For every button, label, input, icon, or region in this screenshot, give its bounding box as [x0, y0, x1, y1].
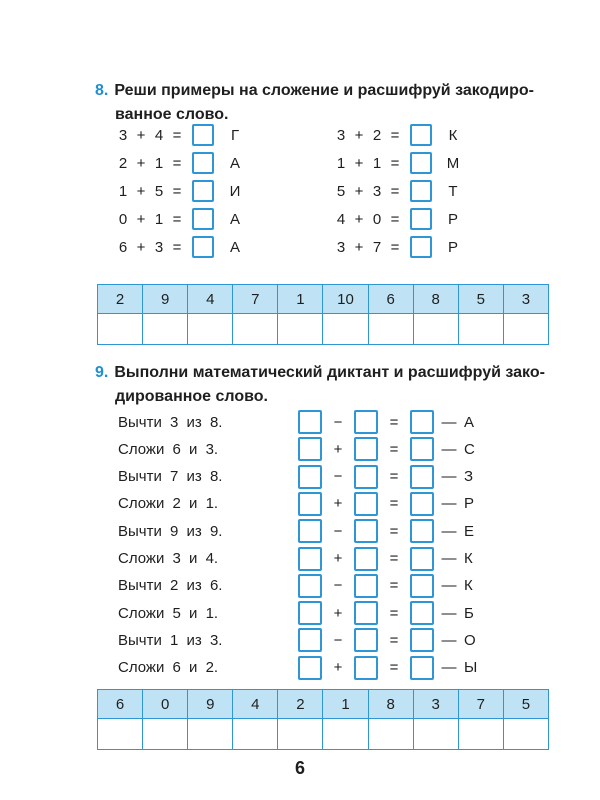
result-box[interactable]	[410, 628, 434, 652]
result-box[interactable]	[410, 492, 434, 516]
answer-box[interactable]	[192, 180, 214, 202]
first-number-box[interactable]	[298, 601, 322, 625]
answer-letter-cell[interactable]	[98, 314, 143, 345]
operation-sign: +	[333, 604, 343, 622]
answer-letter-cell[interactable]	[503, 314, 548, 345]
operand-a: 3	[336, 126, 346, 144]
dash: —	[441, 631, 457, 649]
code-letter: К	[464, 577, 473, 595]
first-number-box[interactable]	[298, 410, 322, 434]
code-letter: Т	[448, 182, 458, 200]
code-number-cell: 8	[413, 285, 458, 314]
second-number-box[interactable]	[354, 519, 378, 543]
answer-box[interactable]	[192, 124, 214, 146]
dictation-row	[118, 408, 474, 436]
operand-b: 1	[154, 154, 164, 172]
dictation-text: Вычти 1 из 3.	[118, 631, 223, 649]
code-number-cell: 9	[188, 690, 233, 719]
plus-sign: +	[136, 182, 146, 200]
answer-box[interactable]	[410, 236, 432, 258]
answer-letter-cell[interactable]	[143, 314, 188, 345]
task-9-heading	[95, 361, 545, 409]
code-letter: Б	[464, 604, 474, 622]
task-8-equation	[116, 122, 250, 148]
second-number-box[interactable]	[354, 437, 378, 461]
dictation-row	[118, 626, 476, 654]
task-8-equation	[116, 178, 250, 204]
equals-sign: =	[172, 182, 182, 200]
task-8-equation	[334, 122, 468, 148]
code-number-cell: 5	[503, 690, 548, 719]
dictation-text: Сложи 5 и 1.	[118, 604, 219, 622]
code-number-cell: 9	[143, 285, 188, 314]
answer-box[interactable]	[410, 208, 432, 230]
dash: —	[441, 413, 457, 431]
dictation-row	[118, 463, 473, 491]
second-number-box[interactable]	[354, 492, 378, 516]
operand-a: 0	[118, 210, 128, 228]
dictation-row	[118, 517, 474, 545]
code-number-cell: 7	[233, 285, 278, 314]
second-number-box[interactable]	[354, 574, 378, 598]
dictation-text: Сложи 2 и 1.	[118, 495, 219, 513]
equals-sign: =	[172, 210, 182, 228]
operand-b: 7	[372, 238, 382, 256]
code-letter: А	[229, 154, 240, 172]
equals-sign: =	[172, 154, 182, 172]
answer-letter-cell[interactable]	[188, 314, 233, 345]
second-number-box[interactable]	[354, 465, 378, 489]
equals-sign: =	[389, 495, 399, 513]
task-8-number: 8.	[95, 82, 109, 99]
code-letter: Ы	[464, 659, 478, 677]
operation-sign: −	[333, 577, 343, 595]
task-8-text-line1: Реши примеры на сложение и расшифруй закодиро-	[114, 82, 534, 99]
answer-letter-cell[interactable]	[278, 719, 323, 750]
operand-b: 2	[372, 126, 382, 144]
dictation-text: Вычти 9 из 9.	[118, 522, 223, 540]
operation-sign: +	[333, 659, 343, 677]
operand-a: 5	[336, 182, 346, 200]
task-8-heading	[95, 79, 534, 127]
equals-sign: =	[390, 210, 400, 228]
dictation-text: Сложи 3 и 4.	[118, 550, 219, 567]
answer-letter-cell[interactable]	[323, 719, 368, 750]
code-number-cell: 7	[458, 690, 503, 719]
task-8-text-line2: ванное слово.	[115, 106, 229, 123]
task-8-equation	[334, 234, 468, 260]
dash: —	[441, 550, 457, 567]
equals-sign: =	[389, 522, 399, 540]
plus-sign: +	[354, 154, 364, 172]
code-number-cell: 10	[323, 285, 368, 314]
plus-sign: +	[354, 210, 364, 228]
equals-sign: =	[390, 238, 400, 256]
result-box[interactable]	[410, 519, 434, 543]
code-letter: З	[464, 468, 474, 486]
result-box[interactable]	[410, 410, 434, 434]
answer-letter-cell[interactable]	[413, 719, 458, 750]
operand-b: 5	[154, 182, 164, 200]
code-letter: О	[464, 631, 476, 649]
operand-b: 4	[154, 126, 164, 144]
dictation-text: Сложи 6 и 3.	[118, 440, 219, 458]
plus-sign: +	[354, 182, 364, 200]
dash: —	[441, 522, 457, 540]
dictation-text: Вычти 7 из 8.	[118, 468, 223, 486]
plus-sign: +	[136, 238, 146, 256]
code-number-cell: 6	[368, 285, 413, 314]
plus-sign: +	[136, 154, 146, 172]
task-8-equation	[116, 234, 250, 260]
code-number-cell: 2	[98, 285, 143, 314]
result-box[interactable]	[410, 574, 434, 598]
task-8-code-table	[97, 284, 549, 345]
answer-letter-cell[interactable]	[233, 314, 278, 345]
result-box[interactable]	[410, 601, 434, 625]
code-number-cell: 5	[458, 285, 503, 314]
code-number-cell: 6	[98, 690, 143, 719]
plus-sign: +	[354, 126, 364, 144]
first-number-box[interactable]	[298, 519, 322, 543]
result-box[interactable]	[410, 656, 434, 680]
operand-b: 0	[372, 210, 382, 228]
first-number-box[interactable]	[298, 574, 322, 598]
code-letter: Р	[447, 238, 458, 256]
operand-a: 4	[336, 210, 346, 228]
equals-sign: =	[389, 659, 399, 677]
answer-letter-cell[interactable]	[368, 719, 413, 750]
code-letter: А	[464, 413, 475, 431]
task-8-equation	[334, 206, 468, 232]
second-number-box[interactable]	[354, 601, 378, 625]
code-number-cell: 1	[278, 285, 323, 314]
code-letter: С	[464, 440, 475, 458]
task-8-equation	[334, 150, 468, 176]
answer-letter-cell[interactable]	[233, 719, 278, 750]
operand-a: 3	[336, 238, 346, 256]
operation-sign: +	[333, 550, 343, 567]
equals-sign: =	[389, 604, 399, 622]
operation-sign: −	[333, 468, 343, 486]
answer-box[interactable]	[192, 208, 214, 230]
answer-letter-cell[interactable]	[323, 314, 368, 345]
operation-sign: −	[333, 522, 343, 540]
answer-letter-cell[interactable]	[458, 719, 503, 750]
equals-sign: =	[390, 182, 400, 200]
dash: —	[441, 604, 457, 622]
page-number: 6	[294, 758, 305, 778]
second-number-box[interactable]	[354, 628, 378, 652]
first-number-box[interactable]	[298, 628, 322, 652]
code-letter: К	[464, 550, 473, 567]
code-number-cell: 8	[368, 690, 413, 719]
operation-sign: +	[333, 440, 343, 458]
code-number-cell: 1	[323, 690, 368, 719]
task-9-text-line2: дированное слово.	[115, 388, 268, 405]
dictation-text: Вычти 2 из 6.	[118, 577, 223, 595]
answer-box[interactable]	[192, 152, 214, 174]
equals-sign: =	[389, 631, 399, 649]
dictation-text: Сложи 6 и 2.	[118, 659, 219, 677]
code-number-cell: 0	[143, 690, 188, 719]
equals-sign: =	[389, 577, 399, 595]
dictation-row	[118, 599, 474, 627]
dash: —	[441, 659, 457, 677]
code-letter: М	[446, 154, 460, 172]
code-letter: А	[229, 210, 240, 228]
result-box[interactable]	[410, 437, 434, 461]
dictation-row	[118, 490, 474, 518]
dictation-row	[118, 654, 477, 682]
second-number-box[interactable]	[354, 547, 378, 571]
equals-sign: =	[172, 126, 182, 144]
dash: —	[441, 495, 457, 513]
result-box[interactable]	[410, 465, 434, 489]
operand-b: 3	[154, 238, 164, 256]
first-number-box[interactable]	[298, 437, 322, 461]
first-number-box[interactable]	[298, 656, 322, 680]
task-9-code-table	[97, 689, 549, 750]
code-letter: Р	[447, 210, 458, 228]
task-8-equation	[334, 178, 468, 204]
result-box[interactable]	[410, 547, 434, 571]
task-9-text-line1: Выполни математический диктант и расшифруй зако-	[114, 364, 545, 381]
plus-sign: +	[354, 238, 364, 256]
equals-sign: =	[389, 440, 399, 458]
code-letter: К	[448, 126, 458, 144]
code-number-cell: 3	[503, 285, 548, 314]
answer-letter-cell[interactable]	[458, 314, 503, 345]
answer-letter-cell[interactable]	[368, 314, 413, 345]
task-8-equation	[116, 206, 250, 232]
operand-a: 2	[118, 154, 128, 172]
answer-box[interactable]	[410, 152, 432, 174]
task-9-number: 9.	[95, 364, 109, 381]
equals-sign: =	[390, 126, 400, 144]
operation-sign: +	[333, 495, 343, 513]
answer-letter-cell[interactable]	[143, 719, 188, 750]
dictation-row	[118, 435, 475, 463]
equals-sign: =	[390, 154, 400, 172]
dictation-row	[118, 572, 473, 600]
code-number-cell: 3	[413, 690, 458, 719]
equals-sign: =	[389, 468, 399, 486]
operation-sign: −	[333, 413, 343, 431]
answer-box[interactable]	[192, 236, 214, 258]
task-8-equation	[116, 150, 250, 176]
code-letter: А	[229, 238, 240, 256]
dash: —	[441, 440, 457, 458]
plus-sign: +	[136, 126, 146, 144]
operand-b: 3	[372, 182, 382, 200]
code-letter: Р	[464, 495, 475, 513]
dash: —	[441, 468, 457, 486]
code-number-cell: 2	[278, 690, 323, 719]
answer-letter-cell[interactable]	[278, 314, 323, 345]
code-number-cell: 4	[233, 690, 278, 719]
answer-letter-cell[interactable]	[98, 719, 143, 750]
operand-a: 1	[336, 154, 346, 172]
operand-b: 1	[154, 210, 164, 228]
operation-sign: −	[333, 631, 343, 649]
operand-a: 3	[118, 126, 128, 144]
answer-letter-cell[interactable]	[188, 719, 233, 750]
code-letter: И	[229, 182, 241, 200]
answer-letter-cell[interactable]	[503, 719, 548, 750]
code-letter: Г	[230, 126, 240, 144]
answer-box[interactable]	[410, 124, 432, 146]
code-number-cell: 4	[188, 285, 233, 314]
second-number-box[interactable]	[354, 410, 378, 434]
first-number-box[interactable]	[298, 547, 322, 571]
answer-letter-cell[interactable]	[413, 314, 458, 345]
operand-a: 6	[118, 238, 128, 256]
code-letter: Е	[464, 522, 475, 540]
plus-sign: +	[136, 210, 146, 228]
equals-sign: =	[172, 238, 182, 256]
first-number-box[interactable]	[298, 492, 322, 516]
answer-box[interactable]	[410, 180, 432, 202]
operand-b: 1	[372, 154, 382, 172]
first-number-box[interactable]	[298, 465, 322, 489]
equals-sign: =	[389, 550, 399, 567]
equals-sign: =	[389, 413, 399, 431]
dictation-text: Вычти 3 из 8.	[118, 413, 223, 431]
dictation-row	[118, 545, 473, 573]
operand-a: 1	[118, 182, 128, 200]
second-number-box[interactable]	[354, 656, 378, 680]
dash: —	[441, 577, 457, 595]
